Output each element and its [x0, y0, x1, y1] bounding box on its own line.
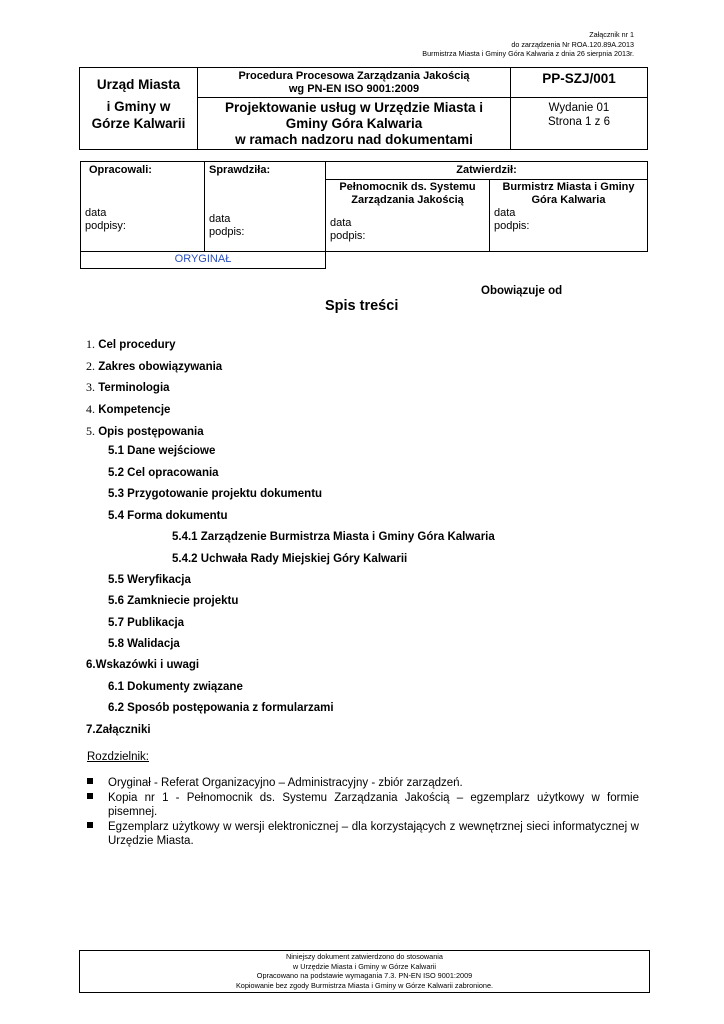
toc-item: 5.4.1 Zarządzenie Burmistrza Miasta i Gminy Góra Kalwaria	[172, 531, 495, 543]
footer-line: w Urzędzie Miasta i Gminy w Górze Kalwarii	[292, 961, 437, 971]
document-code: PP-SZJ/001	[542, 71, 616, 86]
toc-item: 5.2 Cel opracowania	[108, 467, 219, 479]
toc-item: 5.5 Weryfikacja	[108, 574, 191, 586]
signature-label: podpis:	[494, 219, 530, 232]
list-item-text: Egzemplarz użytkowy w wersji elektronicznej – dla korzystających z wewnętrznej sieci informatycznej w Urzędzie Miasta.	[108, 821, 639, 847]
toc-item: 5.7 Publikacja	[108, 617, 185, 629]
toc-item: 6.2 Sposób postępowania z formularzami	[108, 702, 334, 714]
toc-item	[86, 380, 170, 395]
footer-box	[79, 950, 650, 993]
toc-item-number: 5.	[86, 424, 95, 438]
checked-cell	[205, 162, 326, 252]
toc-item: 6.Wskazówki i uwagi	[86, 659, 200, 671]
list-item	[87, 820, 639, 848]
edition: Wydanie 01	[548, 102, 610, 114]
toc-title: Spis treści	[325, 298, 399, 314]
original-stamp: ORYGINAŁ	[81, 252, 326, 269]
procedure-title-cell	[198, 98, 511, 150]
date-label: data	[494, 206, 516, 219]
mayor-cell	[490, 179, 648, 251]
signature-label: podpis:	[330, 229, 366, 242]
page-number: Strona 1 z 6	[547, 116, 610, 128]
toc-item: 5.4.2 Uchwała Rady Miejskiej Góry Kalwarii	[172, 553, 408, 565]
mayor-title: Góra Kalwaria	[531, 193, 606, 206]
procedure-type: Procedura Procesowa Zarządzania Jakością	[238, 70, 470, 82]
toc-item-number: 2.	[86, 359, 95, 373]
bullet-icon	[87, 778, 93, 784]
header-table	[79, 67, 648, 150]
office-name-cell	[80, 68, 198, 150]
bullet-icon	[87, 822, 93, 828]
toc-item-text: Zakres obowiązywania	[98, 361, 223, 373]
annex-note-line: Załącznik nr 1	[589, 30, 634, 39]
distribution-label: Rozdzielnik:	[87, 751, 149, 763]
toc-item	[86, 424, 204, 439]
procedure-standard: wg PN-EN ISO 9001:2009	[288, 83, 420, 95]
footer-line: Kopiowanie bez zgody Burmistrza Miasta i Gminy w Górze Kalwarii zabronione.	[235, 980, 494, 990]
representative-title: Pełnomocnik ds. Systemu	[339, 180, 476, 193]
toc-item: 6.1 Dokumenty związane	[108, 681, 243, 693]
office-name-line: Górze Kalwarii	[91, 116, 186, 131]
edition-cell	[511, 98, 648, 150]
checked-label: Sprawdziła:	[209, 164, 271, 176]
annex-note	[422, 30, 634, 59]
signature-table	[80, 161, 648, 269]
office-name-line: i Gminy w	[106, 99, 171, 114]
toc-item-number: 1.	[86, 337, 95, 351]
procedure-title-line: Projektowanie usług w Urzędzie Miasta i	[224, 100, 484, 115]
toc-item-number: 3.	[86, 380, 95, 394]
date-label: data	[209, 213, 231, 225]
distribution-list	[87, 776, 639, 849]
list-item	[87, 776, 639, 790]
date-label: data	[330, 216, 352, 229]
representative-title: Zarządzania Jakością	[351, 193, 464, 206]
toc-item: 5.3 Przygotowanie projektu dokumentu	[108, 488, 323, 500]
office-name-line: Urząd Miasta	[96, 77, 181, 92]
toc-item	[86, 402, 170, 417]
toc-item: 5.4 Forma dokumentu	[108, 510, 228, 522]
toc-item-text: Cel procedury	[98, 339, 176, 351]
mayor-title: Burmistrz Miasta i Gminy	[502, 180, 635, 193]
toc-item-number: 4.	[86, 402, 95, 416]
signature-label: podpis:	[209, 226, 245, 238]
procedure-title-line: w ramach nadzoru nad dokumentami	[235, 132, 473, 147]
date-label: data	[85, 207, 107, 219]
bullet-icon	[87, 793, 93, 799]
toc-item: 5.8 Walidacja	[108, 638, 180, 650]
toc-item	[86, 359, 222, 374]
footer-line: Niniejszy dokument zatwierdzono do stosowania	[286, 952, 443, 961]
list-item	[87, 791, 639, 819]
approved-label: Zatwierdził:	[326, 162, 648, 180]
list-item-text: Kopia nr 1 - Pełnomocnik ds. Systemu Zarządzania Jakością – egzemplarz użytkowy w formie pisemnej.	[108, 792, 639, 818]
prepared-label: Opracowali:	[89, 164, 152, 176]
signatures-label: podpisy:	[85, 220, 126, 232]
toc-item-text: Terminologia	[98, 382, 170, 394]
toc-item: 5.6 Zamkniecie projektu	[108, 595, 239, 607]
toc-item: 5.1 Dane wejściowe	[108, 445, 216, 457]
annex-note-line: Burmistrza Miasta i Gminy Góra Kalwaria z dnia 26 sierpnia 2013r.	[422, 49, 634, 58]
annex-note-line: do zarządzenia Nr ROA.120.89A.2013	[511, 39, 634, 49]
representative-cell	[326, 179, 490, 251]
procedure-title-line: Gminy Góra Kalwaria	[285, 116, 423, 131]
list-item-text: Oryginał - Referat Organizacyjno – Administracyjny - zbiór zarządzeń.	[108, 777, 463, 789]
procedure-type-cell	[198, 68, 511, 98]
toc-item-text: Kompetencje	[98, 404, 171, 416]
prepared-cell	[81, 162, 205, 252]
effective-from: Obowiązuje od	[481, 285, 563, 297]
document-code-cell	[511, 68, 648, 98]
toc-item-text: Opis postępowania	[98, 426, 204, 438]
footer-line: Opracowano na podstawie wymagania 7.3. PN-EN ISO 9001:2009	[256, 971, 473, 980]
toc-item: 7.Załączniki	[86, 724, 151, 736]
toc-item	[86, 337, 176, 352]
